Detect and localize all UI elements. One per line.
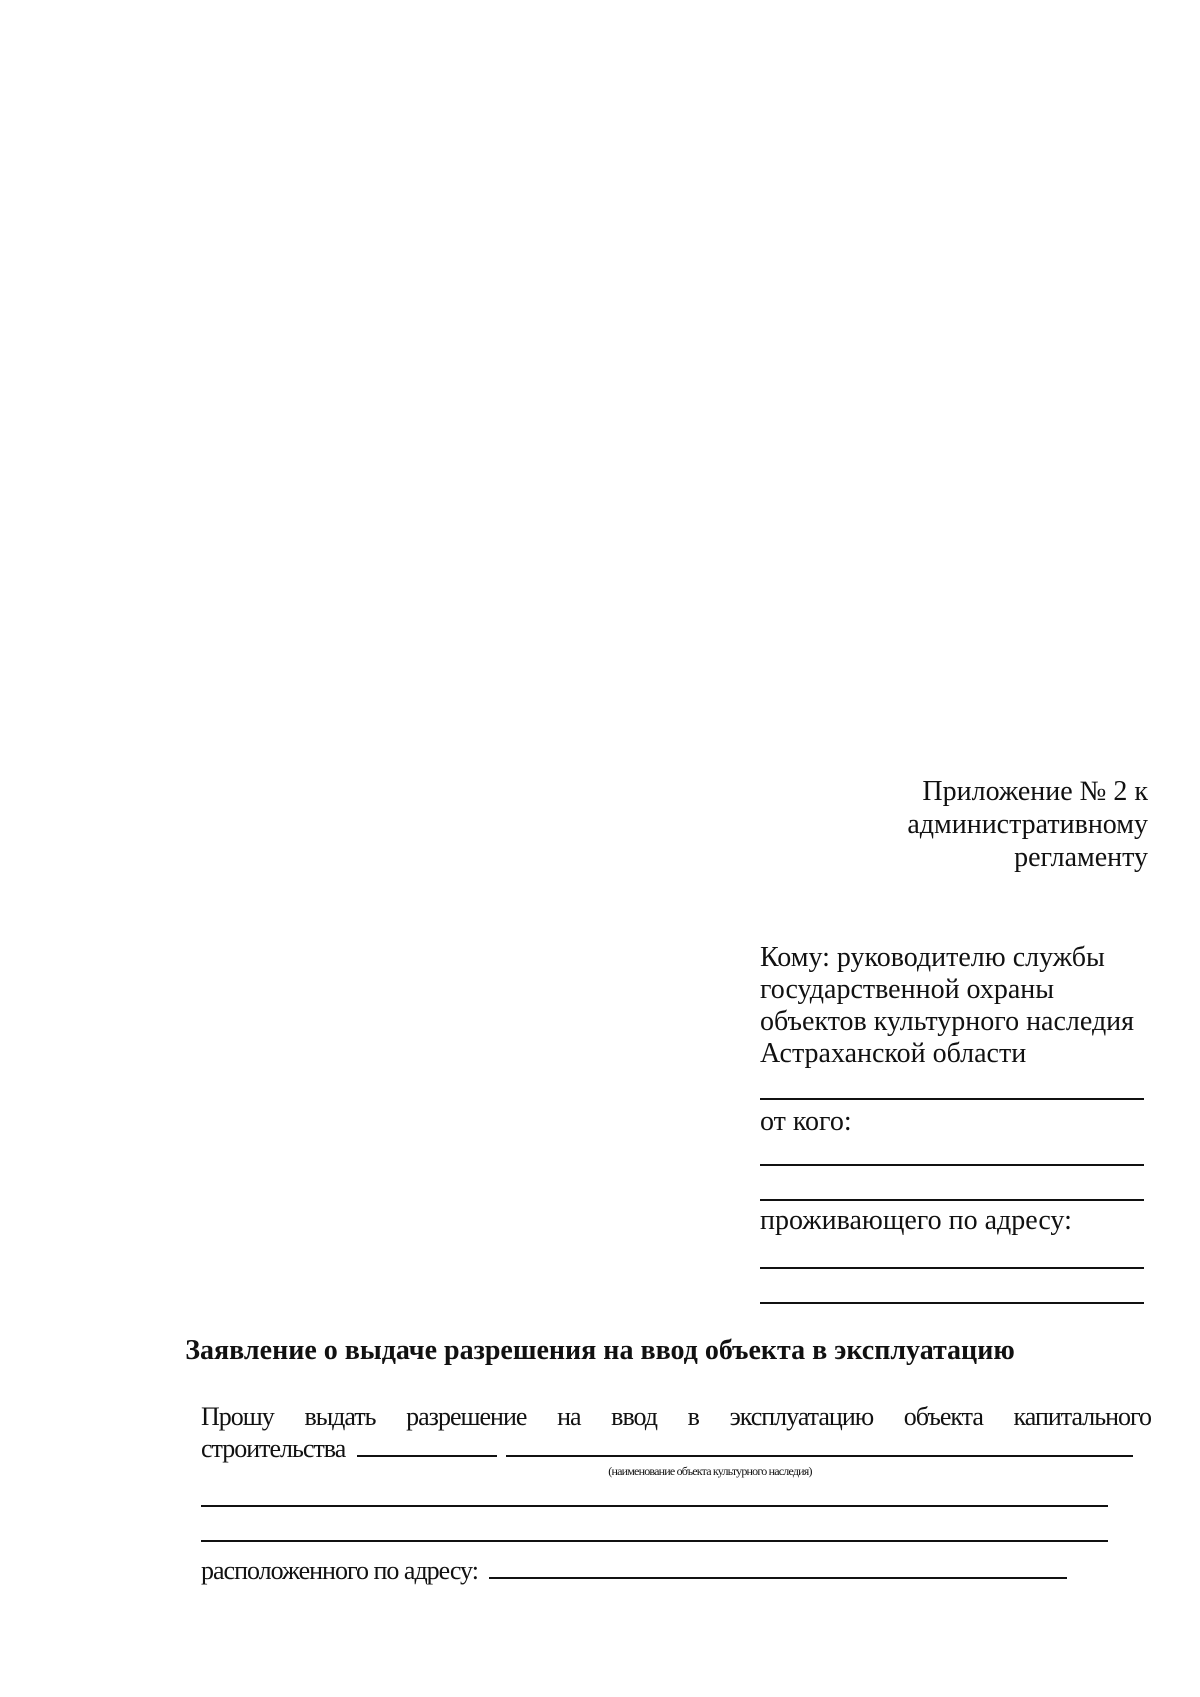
addressee-to-line-4: Астраханской области	[760, 1038, 1027, 1069]
addressee-block	[760, 942, 1148, 1304]
object-fill-line-3[interactable]	[201, 1505, 1108, 1507]
from-label: от кого:	[760, 1106, 852, 1137]
request-line-2-row	[201, 1433, 1151, 1465]
from-fill-line-1[interactable]	[760, 1138, 1144, 1166]
object-fill-line-short[interactable]	[357, 1435, 497, 1457]
object-fill-line-long[interactable]	[506, 1435, 1133, 1457]
appendix-line-2: административному	[907, 809, 1148, 840]
object-caption: (наименование объекта культурного наследия)	[608, 1464, 812, 1478]
address-fill-line-1[interactable]	[760, 1237, 1144, 1269]
from-fill-line-2[interactable]	[760, 1166, 1144, 1201]
located-fill-line[interactable]	[489, 1557, 1067, 1579]
addressee-to-line-1: Кому: руководителю службы	[760, 942, 1105, 973]
located-row	[201, 1555, 1151, 1587]
located-label: расположенного по адресу:	[201, 1556, 478, 1585]
document-title: Заявление о выдаче разрешения на ввод объекта в эксплуатацию	[185, 1335, 1015, 1366]
address-fill-line-2[interactable]	[760, 1269, 1144, 1304]
request-line-2-label: строительства	[201, 1434, 346, 1463]
appendix-line-3: регламенту	[1014, 842, 1148, 873]
address-label: проживающего по адресу:	[760, 1205, 1072, 1236]
request-line-1: Прошу выдать разрешение на ввод в эксплуатацию объекта капитального	[201, 1402, 1151, 1431]
object-fill-line-4[interactable]	[201, 1540, 1108, 1542]
addressee-to-line-2: государственной охраны	[760, 974, 1055, 1005]
appendix-line-1: Приложение № 2 к	[922, 776, 1148, 807]
addressee-to-line-3: объектов культурного наследия	[760, 1006, 1135, 1037]
addressee-fill-line[interactable]	[760, 1070, 1144, 1100]
appendix-header	[728, 775, 1148, 874]
